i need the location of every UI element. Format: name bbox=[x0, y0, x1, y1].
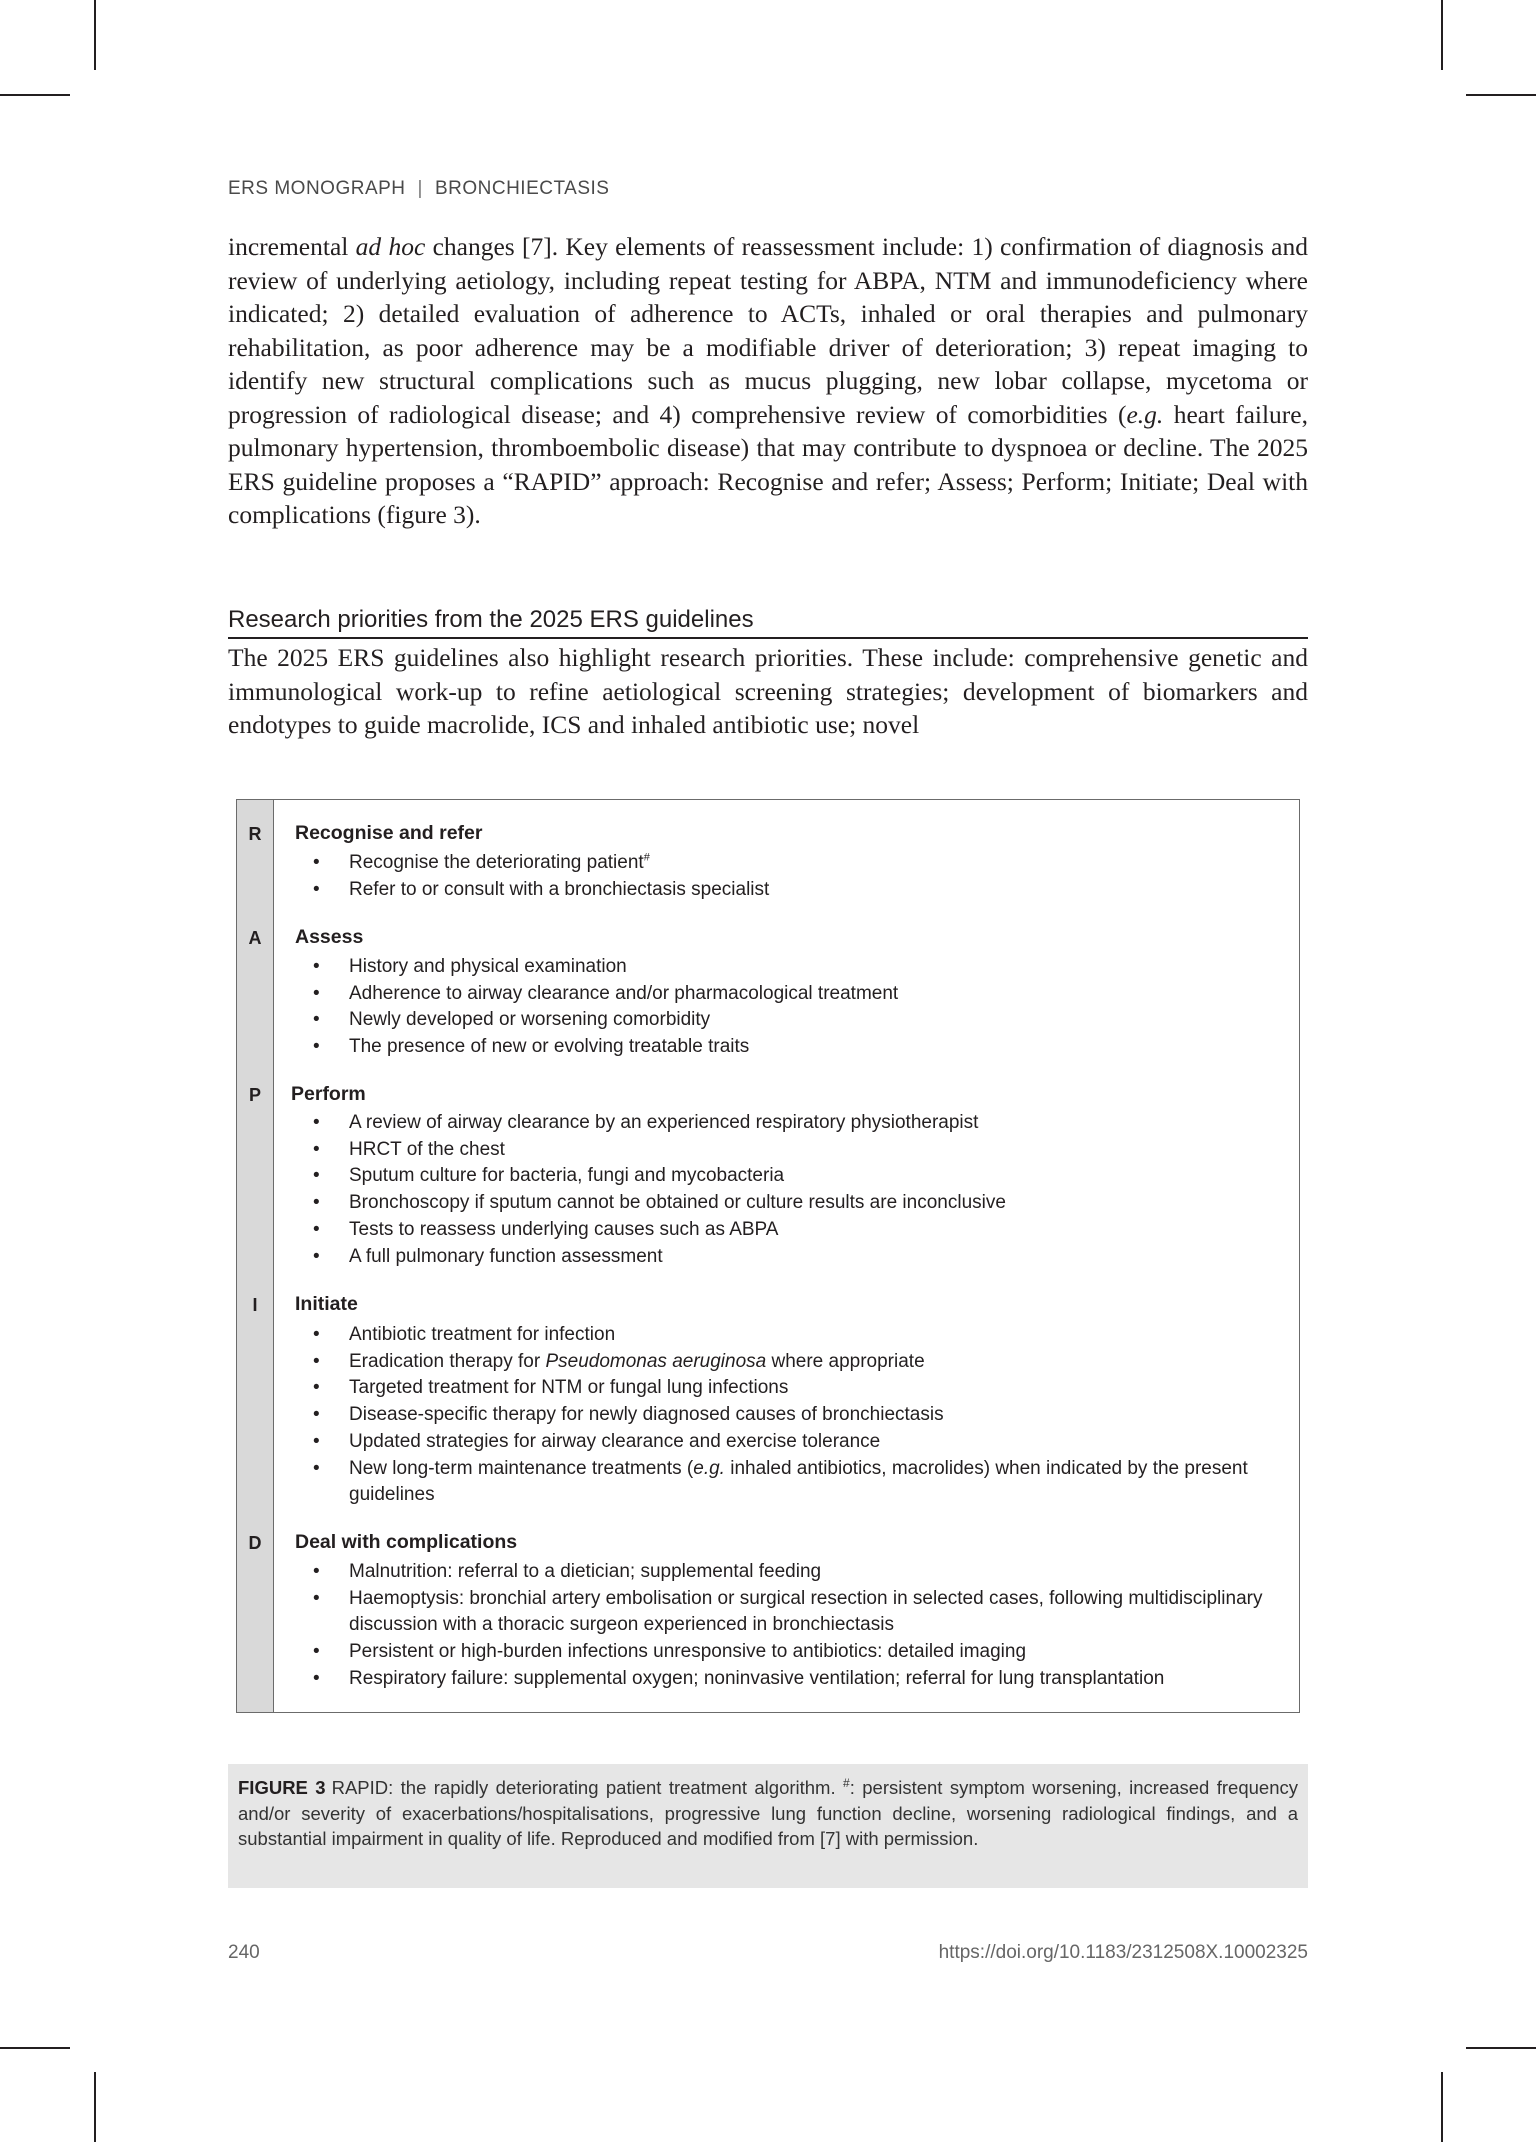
list-item: • Persistent or high-burden infections unresponsive to antibiotics: detailed imaging bbox=[313, 1639, 1275, 1666]
rapid-heading: Assess bbox=[295, 926, 364, 948]
list-item: • History and physical examination bbox=[313, 954, 1275, 981]
rapid-letter: I bbox=[252, 1295, 258, 1315]
list-item: • Adherence to airway clearance and/or pharmacological treatment bbox=[313, 981, 1275, 1008]
crop-mark bbox=[94, 0, 96, 70]
italic-text: Pseudomonas aeruginosa bbox=[545, 1350, 767, 1372]
crop-mark bbox=[1441, 0, 1443, 70]
rapid-list bbox=[313, 1322, 1275, 1509]
rapid-heading: Perform bbox=[291, 1083, 366, 1105]
italic-text: ad hoc bbox=[355, 232, 426, 261]
body-paragraph: The 2025 ERS guidelines also highlight research priorities. These include: comprehensive genetic and immunological work-up to refine aetiological screening strategies; development of biomarkers and endotypes to guide macrolide, ICS and inhaled antibiotic use; novel bbox=[228, 643, 1308, 739]
running-header bbox=[228, 178, 609, 200]
figure-label: FIGURE 3 bbox=[238, 1777, 326, 1798]
list-item bbox=[313, 1349, 1275, 1376]
text-run: changes [7]. Key elements of reassessment include: 1) confirmation of diagnosis and review of underlying aetiology, including repeat testing for ABPA, NTM and immunodeficiency where indicated; 2) detailed evaluation of adherence to ACTs, inhaled or oral therapies and pulmonary rehabilitation, as poor adherence may be a modifiable driver of deterioration; 3) repeat imaging to identify new structural complications such as mucus plugging, new lobar collapse, mycetoma or progression of radiological disease; and 4) comprehensive review of comorbidities ( bbox=[228, 232, 1308, 429]
italic-text: e.g. bbox=[693, 1457, 725, 1479]
rapid-letter: A bbox=[248, 928, 262, 948]
list-item: • Tests to reassess underlying causes such as ABPA bbox=[313, 1217, 1275, 1244]
list-item: • HRCT of the chest bbox=[313, 1137, 1275, 1164]
list-item: • Targeted treatment for NTM or fungal lung infections bbox=[313, 1375, 1275, 1402]
list-item: • Refer to or consult with a bronchiectasis specialist bbox=[313, 877, 1275, 904]
list-item-text: Eradication therapy for bbox=[349, 1350, 546, 1372]
crop-mark bbox=[1466, 94, 1536, 96]
rapid-list bbox=[313, 954, 1275, 1061]
section-heading: Research priorities from the 2025 ERS guidelines bbox=[228, 606, 1308, 639]
list-item: • A full pulmonary function assessment bbox=[313, 1244, 1275, 1271]
rapid-heading: Deal with complications bbox=[295, 1531, 518, 1553]
list-item bbox=[313, 850, 1275, 877]
rapid-list bbox=[313, 850, 1275, 903]
crop-mark bbox=[0, 94, 70, 96]
list-item-text: New long-term maintenance treatments ( bbox=[349, 1457, 694, 1479]
figure-caption bbox=[228, 1764, 1308, 1888]
list-item-text: inhaled antibiotics, macrolides) when indicated by the present guidelines bbox=[349, 1457, 1248, 1506]
rapid-list bbox=[313, 1110, 1275, 1270]
header-monograph: ERS MONOGRAPH bbox=[228, 178, 406, 199]
rapid-figure bbox=[236, 799, 1300, 1713]
text-run: heart failure, pulmonary hypertension, thromboembolic disease) that may contribute to dyspnoea or decline. The 2025 ERS guideline proposes a “RAPID” approach: Recognise and refer; Assess; Perform; Initiate; Deal with complications (figure 3). bbox=[228, 399, 1308, 529]
header-separator: | bbox=[417, 178, 423, 199]
list-item: • Respiratory failure: supplemental oxygen; noninvasive ventilation; referral for lung transplantation bbox=[313, 1666, 1275, 1693]
list-item: • Malnutrition: referral to a dietician; supplemental feeding bbox=[313, 1559, 1275, 1586]
text-run: incremental bbox=[228, 232, 356, 261]
list-item-text: Recognise the deteriorating patient bbox=[349, 852, 644, 873]
italic-text: e.g. bbox=[1126, 399, 1164, 429]
list-item: • Sputum culture for bacteria, fungi and mycobacteria bbox=[313, 1163, 1275, 1190]
list-item: • Antibiotic treatment for infection bbox=[313, 1322, 1275, 1349]
caption-text: RAPID: the rapidly deteriorating patient treatment algorithm. bbox=[331, 1777, 844, 1798]
crop-mark bbox=[94, 2072, 96, 2142]
list-item: • Disease-specific therapy for newly diagnosed causes of bronchiectasis bbox=[313, 1402, 1275, 1429]
list-item: • A review of airway clearance by an experienced respiratory physiotherapist bbox=[313, 1110, 1275, 1137]
footnote-marker: # bbox=[843, 1775, 850, 1790]
rapid-list bbox=[313, 1559, 1275, 1693]
body-paragraph bbox=[228, 230, 1308, 532]
list-item: • Newly developed or worsening comorbidity bbox=[313, 1007, 1275, 1034]
page-number: 240 bbox=[228, 1942, 260, 1963]
doi-link[interactable]: https://doi.org/10.1183/2312508X.10002325 bbox=[938, 1942, 1308, 1963]
crop-mark bbox=[0, 2047, 70, 2049]
rapid-letter: P bbox=[248, 1085, 261, 1105]
list-item: • Bronchoscopy if sputum cannot be obtained or culture results are inconclusive bbox=[313, 1190, 1275, 1217]
list-item bbox=[313, 1456, 1275, 1509]
crop-mark bbox=[1441, 2072, 1443, 2142]
footnote-marker: # bbox=[643, 851, 650, 864]
list-item: • The presence of new or evolving treatable traits bbox=[313, 1034, 1275, 1061]
rapid-letter: R bbox=[248, 824, 262, 844]
caption-text: : persistent symptom worsening, increased frequency and/or severity of exacerbations/hospitalisations, progressive lung function decline, worsening radiological findings, and a substantial impairment in quality of life. Reproduced and modified from [7] with permission. bbox=[238, 1777, 1298, 1849]
list-item-text: where appropriate bbox=[766, 1350, 925, 1372]
list-item: • Updated strategies for airway clearance and exercise tolerance bbox=[313, 1429, 1275, 1456]
header-topic: BRONCHIECTASIS bbox=[434, 178, 610, 199]
rapid-heading: Recognise and refer bbox=[295, 822, 483, 844]
crop-mark bbox=[1466, 2047, 1536, 2049]
rapid-heading: Initiate bbox=[295, 1293, 358, 1315]
rapid-letter: D bbox=[248, 1533, 262, 1553]
list-item: • Haemoptysis: bronchial artery embolisation or surgical resection in selected cases, following multidisciplinary discussion with a thoracic surgeon experienced in bronchiectasis bbox=[313, 1586, 1275, 1639]
